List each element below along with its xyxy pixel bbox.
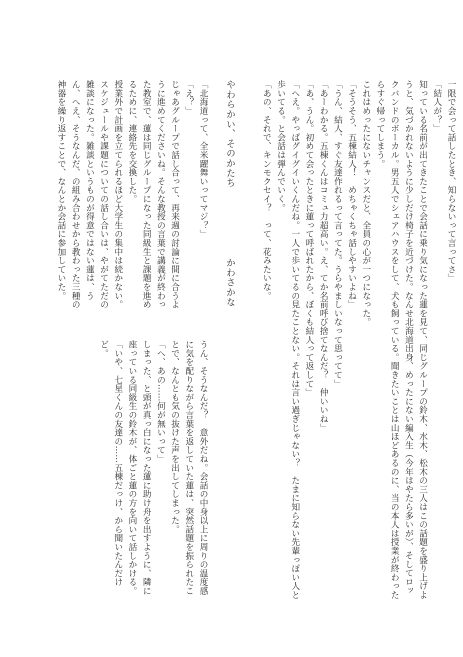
paragraph: 「へえ。やっぱグイグイいくんだね。一人で歩いてるの見たことない。それは言い過ぎじゃない？ たまに知らない先輩っぽい人と歩いてる。と会話は弾んでいく。 bbox=[275, 80, 300, 600]
paragraph: 授業外で計画を立てられるほど大学生の集中は続かない。スケジュールや課題についての話し合いは、やがてただの雑談になった。雑談というものが得意ではない蓮は、うん、へえ、そうなんだ、の組み合わせから教わった三種の神器を繰り返すことで、なんとか会話に参加していた。 bbox=[55, 80, 123, 309]
paragraph: 「あの、それで、キンモクセイ？ って、花みたいな。 bbox=[261, 80, 272, 300]
text-block-upper bbox=[10, 80, 210, 312]
author-name: かわさかな bbox=[224, 258, 235, 307]
paragraph: これはめったにないチャンスだと、全員の心が一つになった。 bbox=[360, 80, 371, 327]
paragraph: しまった、と頭が真っ白になった蓮に助け舟を出すように、隣に座っている同級生の鈴木が、体ごと蓮の方を向いて話しかける。 bbox=[126, 340, 152, 596]
paragraph: 「そうそう、五棟結人！ めちゃくちゃ話しやすいよね」 bbox=[346, 80, 357, 309]
paragraph: 「へ、あの……何が無いって」 bbox=[155, 340, 166, 464]
paragraph: じゃあグループで話し合って、再来週の討論に間に合うように進めてくださいね。そんな教授の言葉で講義が終わった教室で、蓮は同じグループになった同級生と課題を進めるために、連絡先を交換した。 bbox=[126, 80, 180, 309]
story-title: やわらかい、そのかたち bbox=[224, 80, 235, 188]
text-block-right bbox=[250, 80, 458, 600]
paragraph: 知っている名前が出てきたことで会話に乗り気になった蓮を見て、同じグループの鈴木、水木、松木の三人はこの話題を盛り上げようと、気づかれないように少しだけ椅子を近づけた。なんせ北海道出身、めったにない編入生（今年はやたら多いが）、そしてロックバンドのボーカル。男五人でシェアハウスをして、犬も飼っている。聞きたいことは山ほどあるのに、当の本人は授業が終わったらすぐ帰ってしまう。 bbox=[374, 80, 428, 600]
paragraph: 一限で会って話したとき、知らないって言ってさ」 bbox=[446, 80, 456, 283]
paragraph: 「うん、結人、すぐ友達作れるって言ってた。うらやましいなって思ってて」 bbox=[332, 80, 343, 388]
text-block-lower bbox=[10, 340, 210, 598]
paragraph: 「いや、七星くんの友達の……五棟だっけ、から聞いたんだけど。 bbox=[98, 340, 123, 587]
paragraph: 「北海道って、全米躍舞いってマジ？」 bbox=[198, 80, 208, 239]
paragraph: 「結人が？」 bbox=[431, 80, 442, 133]
paragraph: うん、そうなんだ？ 意外だね。会話の中身以上に周りの温度感に気を配りながら言葉を返していた蓮は、突然話題を振られたことで、なんとも気の抜けた声を出してしまった。 bbox=[169, 340, 208, 596]
paragraph: 「あーわかる。五棟くんはコミュ力超高い。え、てか名前呼び捨てなんだ？ 仲いいね」 bbox=[318, 80, 329, 432]
paragraph: 「あ、うん。初めて会ったときに蓮って呼ばれたから、ぼくも結人って返して」 bbox=[303, 80, 314, 397]
paragraph: 「え？」 bbox=[183, 80, 194, 116]
